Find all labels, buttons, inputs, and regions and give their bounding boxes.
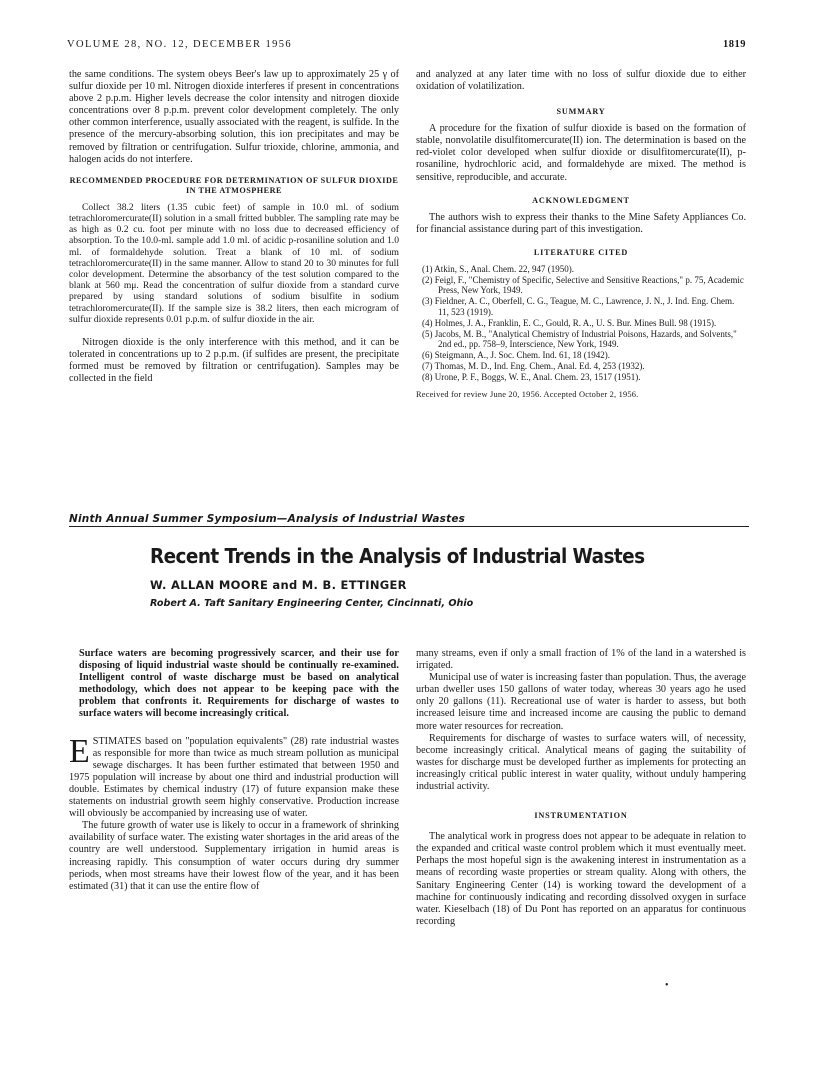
reference-item: (5) Jacobs, M. B., "Analytical Chemistry of Industrial Poisons, Hazards, and Solvents," 2nd ed., pp. 758–9, Interscience, New York, 1949. (422, 328, 737, 350)
reference-item: (3) Fieldner, A. C., Oberfell, C. G., Teague, M. C., Lawrence, J. N., J. Ind. Eng. Chem. 11, 523 (1919). (422, 296, 735, 318)
literature-cited-heading: LITERATURE CITED (533, 247, 629, 257)
irrigation-continued: many streams, even if only a small fraction of 1% of the land in a watershed is irrigated. (416, 648, 746, 672)
article-title: Recent Trends in the Analysis of Industrial Wastes (150, 544, 645, 568)
instrumentation-paragraph: The analytical work in progress does not appear to be adequate in relation to the expanded and critical waste control problem which it must eventually meet. Perhaps the most hopeful sign is the awakening interest in instrumentation as a means of recording waste properties or stream quality. Along with others, the Sanitary Engineering Center (14) is working toward the development of a machine for continuously indicating and recording dissolved oxygen in surface water. Kieselbach (18) of Du Pont has reported on an apparatus for continuous recording (416, 831, 746, 927)
upper-left-column (69, 69, 399, 385)
municipal-paragraph: Municipal use of water is increasing faster than population. Thus, the average urban dweller uses 150 gallons of water today, whereas 30 years ago he used only 20 gallons (11). Recreational use of water is harder to assess, but both increased leisure time and increased income are causing the public to demand more water resources for recreation. (416, 672, 746, 732)
upper-right-column (416, 69, 746, 401)
reference-item: (2) Feigl, F., "Chemistry of Specific, Selective and Sensitive Reactions," p. 75, Academic Press, New York, 1949. (422, 274, 744, 296)
article-authors: W. ALLAN MOORE and M. B. ETTINGER (150, 578, 407, 592)
symposium-rule (69, 526, 749, 527)
lower-left-column (69, 648, 399, 893)
article-abstract: Surface waters are becoming progressively scarcer, and their use for disposing of liquid industrial waste should be continually re-examined. Intelligent control of waste discharge must be based on analytical methodology, which does not appear to be keeping pace with the problem that confronts it. Requirements for discharge of wastes to surface waters will become increasingly critical. (79, 648, 399, 720)
drop-cap: E (69, 735, 90, 770)
procedure-heading: RECOMMENDED PROCEDURE FOR DETERMINATION OF SULFUR DIOXIDE IN THE ATMOSPHERE (69, 175, 399, 195)
intro-text: STIMATES based on "population equivalents" (28) rate industrial wastes as responsible for more than twice as much stream pollution as municipal sewage discharges. It has been further estimated that between 1950 and 1975 population will increase by about one third and industrial production will double. Estimates by chemical industry (17) of future expansion make these statements on industrial growth seem highly conservative. Production increase will obviously be accompanied by increasing use of water. (69, 735, 399, 820)
reference-item: (6) Steigmann, A., J. Soc. Chem. Ind. 61, 18 (1942). (422, 350, 610, 361)
symposium-title: Ninth Annual Summer Symposium—Analysis of Industrial Wastes (69, 513, 466, 525)
acknowledgment-text: The authors wish to express their thanks to the Mine Safety Appliances Co. for financial assistance during part of this investigation. (416, 211, 746, 235)
symposium-banner (69, 513, 749, 529)
summary-heading: SUMMARY (556, 107, 606, 117)
reference-item: (7) Thomas, M. D., Ind. Eng. Chem., Anal. Ed. 4, 253 (1932). (422, 361, 645, 372)
reference-item: (8) Urone, P. F., Boggs, W. E., Anal. Chem. 23, 1517 (1951). (422, 371, 641, 382)
procedure-text: Collect 38.2 liters (1.35 cubic feet) of sample in 10.0 ml. of sodium tetrachloromercurate(II) solution in a small fritted bubbler. The sampling rate may be as high as 0.2 cu. foot per minute with no loss due to decreased efficiency of absorption. To the 10.0-ml. sample add 1.0 ml. of acidic p-rosaniline solution and 1.0 ml. of formaldehyde solution. Treat a blank of 10 ml. of sodium tetrachloromercurate(II) in the same manner. Allow to stand 20 to 30 minutes for full color development. Determine the absorbancy of the test solution compared to the blank at 560 mμ. Read the concentration of sulfur dioxide from a standard curve prepared by using standard solutions of sodium bisulfite in sodium tetrachloromercurate(II). If the sample size is 38.2 liters, then each microgram of sulfur dioxide represents 0.01 p.p.m. of sulfur dioxide in the air. (69, 201, 399, 325)
running-head (67, 39, 746, 55)
print-speck: • (665, 980, 669, 991)
received-date: Received for review June 20, 1956. Accepted October 2, 1956. (416, 389, 639, 399)
reference-item: (4) Holmes, J. A., Franklin, E. C., Gould, R. A., U. S. Bur. Mines Bull. 98 (1915). (422, 317, 717, 328)
intro-paragraph (69, 736, 399, 821)
author-affiliation: Robert A. Taft Sanitary Engineering Center, Cincinnati, Ohio (150, 598, 474, 609)
journal-volume-line: VOLUME 28, NO. 12, DECEMBER 1956 (67, 39, 293, 50)
continued-paragraph-right: and analyzed at any later time with no loss of sulfur dioxide due to either oxidation of volatilization. (416, 69, 746, 93)
page-number: 1819 (723, 39, 746, 50)
reference-item: (1) Atkin, S., Anal. Chem. 22, 947 (1950). (422, 263, 574, 274)
instrumentation-heading: INSTRUMENTATION (534, 811, 628, 821)
summary-text: A procedure for the fixation of sulfur dioxide is based on the formation of stable, nonvolatile disulfitomercurate(II) ion. The determination is based on the red-violet color developed when sulfur dioxide or disulfitomercurate(II), p-rosaniline, hydrochloric acid, and formaldehyde are mixed. The method is sensitive, reproducible, and accurate. (416, 123, 746, 183)
continued-paragraph: the same conditions. The system obeys Beer's law up to approximately 25 γ of sulfur dioxide per 10 ml. Nitrogen dioxide interferes if present in concentrations above 2 p.p.m. Higher levels decrease the color intensity and nitrogen dioxide concentrations over 8 p.p.m. prevent color development completely. The only other common interference, usually associated with the reagent, is sulfide. In the presence of the mercury-absorbing solution, this ion precipitates and may be removed by filtration or centrifugation. Sulfur trioxide, chlorine, ammonia, and halogen acids do not interfere. (69, 69, 399, 165)
lower-right-column (416, 648, 746, 928)
nitrogen-paragraph: Nitrogen dioxide is the only interference with this method, and it can be tolerated in concentrations up to 2 p.p.m. (if sulfides are present, the precipitate formed must be removed by filtration or centrifugation). Samples may be collected in the field (69, 336, 399, 385)
acknowledgment-heading: ACKNOWLEDGMENT (532, 195, 630, 205)
future-growth-paragraph: The future growth of water use is likely to occur in a framework of shrinking availability of surface water. The existing water shortages in the arid areas of the country are well understood. Supplementary irrigation in humid areas is increasing rapidly. This consumption of water occurs during dry summer periods, when most streams have their lowest flow of the year, and it has been estimated (31) that it can use the entire flow of (69, 820, 399, 892)
requirements-paragraph: Requirements for discharge of wastes to surface waters will, of necessity, become increasingly critical. Analytical means of gaging the suitability of wastes for discharge must be developed further as implements for protecting an increasingly critical public interest in water quality, without unduly hampering industrial activity. (416, 732, 746, 793)
reference-list (416, 264, 746, 383)
